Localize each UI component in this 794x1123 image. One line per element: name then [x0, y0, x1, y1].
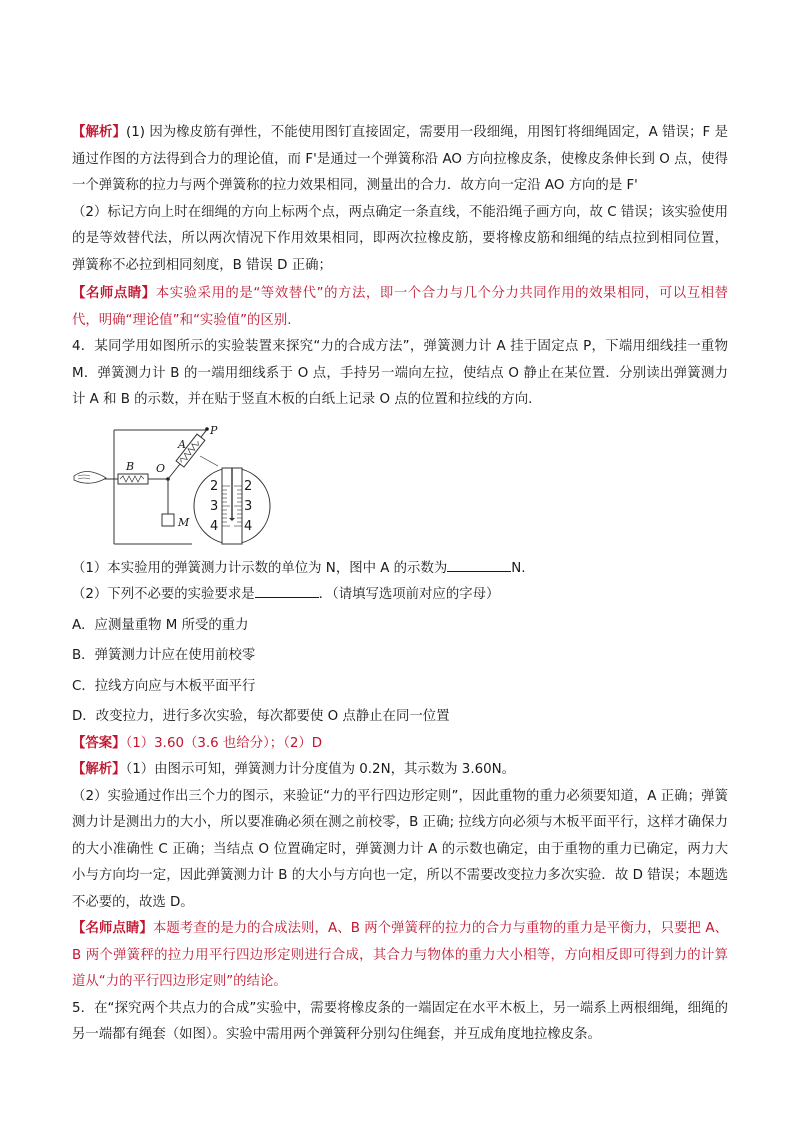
hand-icon	[74, 471, 106, 483]
spring-balance-apparatus	[72, 426, 272, 550]
label-m: M	[178, 515, 190, 529]
analysis-1-paragraph-2: （2）标记方向上时在细绳的方向上标两个点，两点确定一条直线，不能沿绳子画方向，故 C 错误；该实验使用的是等效替代法，所以两次情况下作用效果相同，即两次拉橡皮筋，要将橡皮筋和细绳的结点拉到相同位置，弹簧称不必拉到相同刻度，B 错误 D 正确；	[72, 204, 728, 273]
fixed-point-p	[205, 427, 209, 431]
tip-text: 本实验采用的是“等效替代”的方法，即一个合力与几个分力共同作用的效果相同，可以互相替代，明确“理论值”和“实验值”的区别.	[72, 286, 729, 328]
label-b: B	[126, 459, 135, 473]
tip-text: 本题考查的是力的合成法则，A、B 两个弹簧秤的拉力的合力与重物的重力是平衡力，只要把 A、B 两个弹簧秤的拉力用平行四边形定则进行合成，其合力与物体的重力大小相等，方向相反即可得到力的计算道从“力的平行四边形定则”的结论。	[72, 921, 728, 989]
scale-left-3: 3	[210, 498, 219, 514]
option-d: D．改变拉力，进行多次实验，每次都要使 O 点静止在同一位置	[72, 709, 450, 724]
label-a: A	[178, 437, 186, 451]
answer-line	[72, 731, 728, 758]
label-o: O	[156, 461, 166, 475]
document-page	[72, 120, 728, 1049]
scale-left-4: 4	[210, 518, 219, 534]
analysis-tag: 【解析】	[72, 125, 126, 140]
analysis-text: (1) 因为橡皮筋有弹性，不能使用图钉直接固定，需要用一段细绳，用图钉将细绳固定，A 错误；F 是通过作图的方法得到合力的理论值，而 F'是通过一个弹簧称沿 AO 方向拉橡皮条，使橡皮条伸长到 O 点，使得一个弹簧称的拉力与两个弹簧称的拉力效果相同，测量出的合力．故方向一定沿 AO 方向的是 F'	[72, 125, 728, 193]
tip-tag: 【名师点睛】	[72, 286, 156, 301]
answer-blank-1[interactable]	[447, 556, 511, 572]
question-4-sub-1: （1）本实验用的弹簧测力计示数的单位为 N，图中 A 的示数为 N.	[72, 556, 728, 583]
scale-left-2: 2	[210, 478, 219, 494]
spring-balance-b	[118, 474, 148, 484]
scale-right-4: 4	[244, 518, 253, 534]
scale-right-3: 3	[244, 498, 253, 514]
option-c: C．拉线方向应与木板平面平行	[72, 678, 256, 694]
option-a: A．应测量重物 M 所受的重力	[72, 617, 249, 633]
analysis-2-paragraph-1	[72, 757, 728, 784]
question-5-stem: 5．在“探究两个共点力的合成”实验中，需要将橡皮条的一端固定在水平木板上，另一端系上两根细绳，细绳的另一端都有绳套（如图）。实验中需用两个弹簧秤分别勾住绳套，并互成角度地拉橡皮条。	[72, 1000, 728, 1042]
question-4-stem: 4．某同学用如图所示的实验装置来探究“力的合成方法”，弹簧测力计 A 挂于固定点 P，下端用细线挂一重物 M．弹簧测力计 B 的一端用细线系于 O 点，手持另一端向左拉，使结点 O 静止在某位置．分别读出弹簧测力计 A 和 B 的示数，并在贴于竖直木板的白纸上记录 O 点的位置和拉线的方向.	[72, 339, 728, 407]
analysis-2-paragraph-2: （2）实验通过作出三个力的图示，来验证“力的平行四边形定则”，因此重物的重力必须要知道，A 正确；弹簧测力计是测出力的大小，所以要准确必须在测之前校零，B 正确; 拉线方向必须与木板平面平行，这样才确保力的大小准确性 C 正确；当结点 O 位置确定时，弹簧测力计 A 的示数也确定，由于重物的重力已确定，两力大小与方向均一定，因此弹簧测力计 B 的大小与方向也一定，所以不需要改变拉力多次实验．故 D 错误；本题选不必要的，故选 D。	[72, 788, 728, 910]
tip-1	[72, 281, 728, 334]
analysis-1-paragraph-1	[72, 120, 728, 200]
string-a	[168, 464, 180, 479]
weight-m	[162, 514, 174, 526]
answer-blank-2[interactable]	[255, 582, 319, 598]
answer-text: （1）3.60（3.6 也给分）；（2）D	[125, 735, 323, 751]
analysis-text: （1）由图示可知，弹簧测力计分度值为 0.2N，其示数为 3.60N。	[125, 762, 516, 777]
analysis-tag: 【解析】	[72, 762, 126, 777]
answer-tag: 【答案】	[72, 735, 126, 751]
label-p: P	[210, 425, 218, 437]
scale-right-2: 2	[244, 478, 253, 494]
question-4-sub-2: （2）下列不必要的实验要求是 ．（请填写选项前对应的字母）	[72, 582, 728, 609]
experiment-figure	[72, 426, 728, 550]
option-b: B．弹簧测力计应在使用前校零	[72, 648, 256, 663]
tip-2	[72, 916, 728, 996]
tip-tag: 【名师点睛】	[72, 921, 153, 936]
